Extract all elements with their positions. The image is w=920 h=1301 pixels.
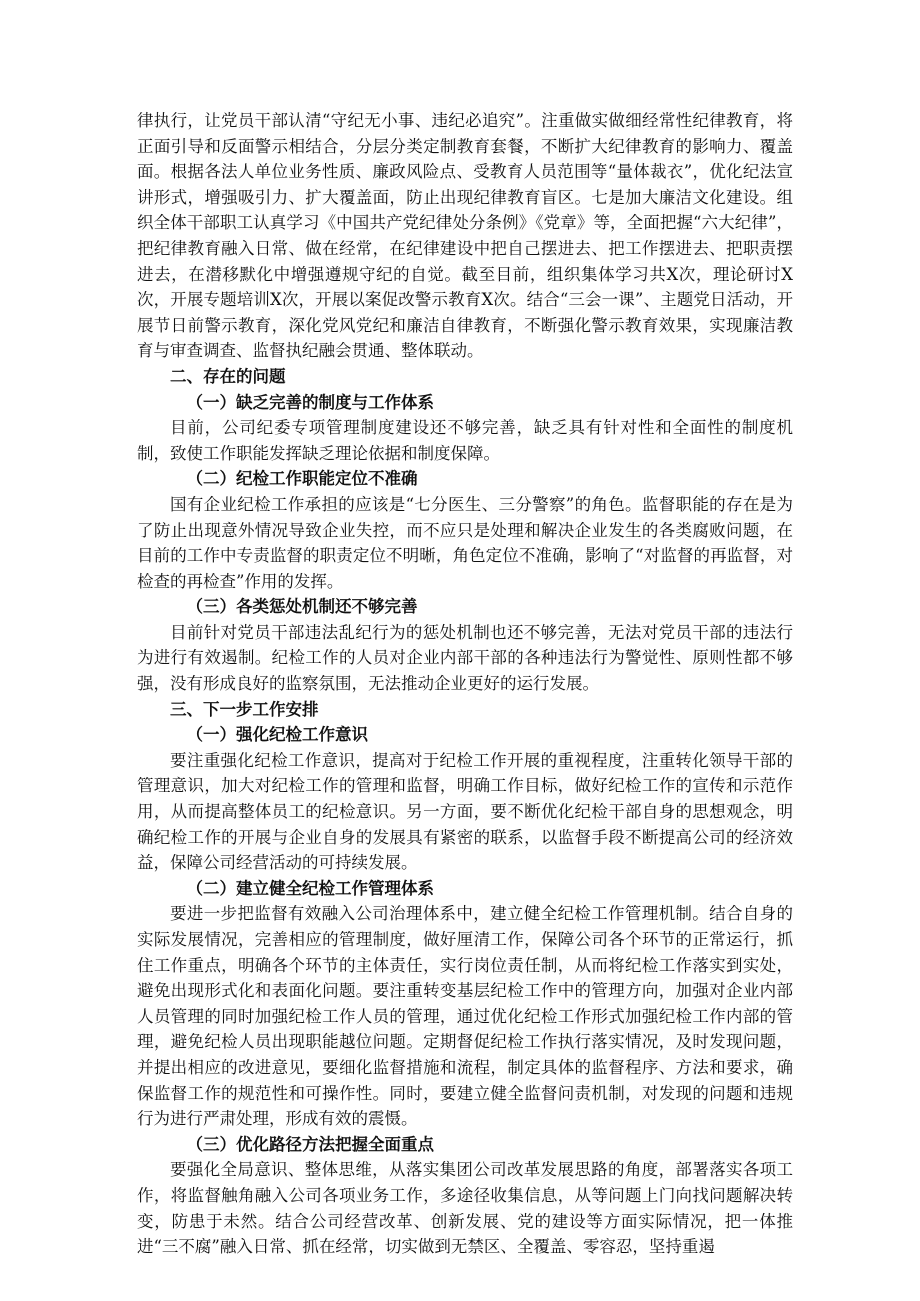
subheading-role-positioning: （二）纪检工作职能定位不准确 xyxy=(186,469,418,489)
subheading-optimize-methods: （三）优化路径方法把握全面重点 xyxy=(186,1134,434,1154)
paragraph-strengthen-awareness: 要注重强化纪检工作意识，提高对于纪检工作开展的重视程度，注重转化领导干部的管理意识，加大对纪检工作的管理和监督，明确工作目标，做好纪检工作的宣传和示范作用，从而提高整体员工的纪检意识。另一方面，要不断优化纪检干部自身的思想观念，明确纪检工作的开展与企业自身的发展具有紧密的联系，以监督手段不断提高公司的经济效益，保障公司经营活动的可持续发展。 xyxy=(137,750,793,873)
paragraph-management-system: 要进一步把监督有效融入公司治理体系中，建立健全纪检工作管理机制。结合自身的实际发展情况，完善相应的管理制度，做好厘清工作，保障公司各个环节的正常运行，抓住工作重点，明确各个环节的主体责任，实行岗位责任制，从而将纪检工作落实到实处，避免出现形式化和表面化问题。要注重转变基层纪检工作中的管理方向，加强对企业内部人员管理的同时加强纪检工作人员的管理，通过优化纪检工作形式加强纪检工作内部的管理，避免纪检人员出现职能越位问题。定期督促纪检工作执行落实情况，及时发现问题，并提出相应的改进意见，要细化监督措施和流程，制定具体的监督程序、方法和要求，确保监督工作的规范性和可操作性。同时，要建立健全监督问责机制，对发现的问题和违规行为进行严肃处理，形成有效的震慑。 xyxy=(137,904,793,1129)
document-body xyxy=(137,108,793,1260)
subheading-punishment-mechanism: （三）各类惩处机制还不够完善 xyxy=(186,597,418,617)
paragraph-punishment-mechanism: 目前针对党员干部违法乱纪行为的惩处机制也还不够完善，无法对党员干部的违法行为进行有效遏制。纪检工作的人员对企业内部干部的各种违法行为警觉性、原则性都不够强，没有形成良好的监察氛围，无法推动企业更好的运行发展。 xyxy=(137,622,793,694)
paragraph-optimize-methods: 要强化全局意识、整体思维，从落实集团公司改革发展思路的角度，部署落实各项工作，将监督触角融入公司各项业务工作，多途径收集信息，从等问题上门向找问题解决转变，防患于未然。结合公司经营改革、创新发展、党的建设等方面实际情况，把一体推进“三不腐”融入日常、抓在经常，切实做到无禁区、全覆盖、零容忍，坚持重遏 xyxy=(137,1160,793,1257)
subheading-strengthen-awareness: （一）强化纪检工作意识 xyxy=(186,725,368,745)
paragraph-discipline-education: 律执行，让党员干部认清“守纪无小事、违纪必追究”。注重做实做细经常性纪律教育，将正面引导和反面警示相结合，分层分类定制教育套餐，不断扩大纪律教育的影响力、覆盖面。根据各法人单位业务性质、廉政风险点、受教育人员范围等“量体裁衣”，优化纪法宣讲形式，增强吸引力、扩大覆盖面，防止出现纪律教育盲区。七是加大廉洁文化建设。组织全体干部职工认真学习《中国共产党纪律处分条例》《党章》等，全面把握“六大纪律”，把纪律教育融入日常、做在经常，在纪律建设中把自己摆进去、把工作摆进去、把职责摆进去，在潜移默化中增强遵规守纪的自觉。截至目前，组织集体学习共X次，理论研讨X次，开展专题培训X次，开展以案促改警示教育X次。结合“三会一课”、主题党日活动，开展节日前警示教育，深化党风党纪和廉洁自律教育，不断强化警示教育效果，实现廉洁教育与审查调查、监督执纪融会贯通、整体联动。 xyxy=(137,111,793,361)
paragraph-system-lacking: 目前，公司纪委专项管理制度建设还不够完善，缺乏具有针对性和全面性的制度机制，致使工作职能发挥缺乏理论依据和制度保障。 xyxy=(137,418,793,463)
section-heading-problems: 二、存在的问题 xyxy=(170,366,286,386)
subheading-management-system: （二）建立健全纪检工作管理体系 xyxy=(186,878,434,898)
section-heading-next-steps: 三、下一步工作安排 xyxy=(170,699,319,719)
paragraph-role-positioning: 国有企业纪检工作承担的应该是“七分医生、三分警察”的角色。监督职能的存在是为了防止出现意外情况导致企业失控，而不应只是处理和解决企业发生的各类腐败问题，在目前的工作中专责监督的职责定位不明晰，角色定位不准确，影响了“对监督的再监督，对检查的再检查”作用的发挥。 xyxy=(137,494,793,591)
subheading-system-lacking: （一）缺乏完善的制度与工作体系 xyxy=(186,392,434,412)
